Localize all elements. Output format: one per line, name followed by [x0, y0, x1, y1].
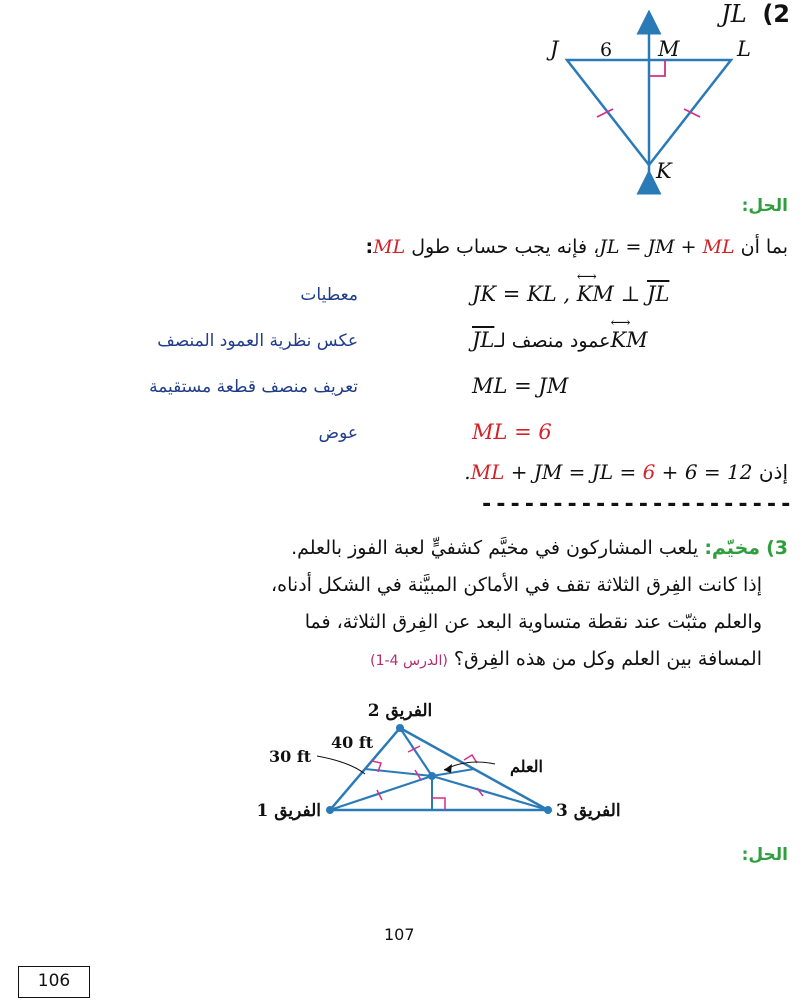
intro-target: ML: [373, 236, 406, 258]
solution3-heading: الحل:: [741, 845, 788, 865]
page-number-center: 107: [384, 925, 415, 944]
intro-prefix: بما أن: [740, 236, 788, 258]
point-k: K: [656, 159, 672, 183]
point-j: J: [550, 37, 559, 61]
separator-line: ----------------------: [480, 492, 794, 517]
step4-reason: عوض: [318, 423, 358, 443]
solution2-intro: [366, 236, 788, 258]
problem3-number: 3): [766, 537, 788, 559]
team2-point: [396, 724, 404, 732]
lesson-reference: (الدرس 4-1): [370, 653, 448, 669]
problem2-number: (2: [762, 0, 790, 28]
team1-label: الفريق 1: [256, 801, 321, 821]
problem2-label: JL: [721, 0, 747, 28]
step3-reason: تعريف منصف قطعة مستقيمة: [149, 377, 358, 397]
intro-eq: JL = JM +: [599, 236, 703, 258]
solution2-heading: الحل:: [741, 196, 788, 216]
segment-jm-length: 6: [600, 39, 613, 61]
team3-point: [544, 806, 552, 814]
pointer-30ft: [317, 756, 365, 774]
perp-to-right-side: [432, 769, 474, 776]
teams-triangle-figure: [255, 690, 655, 840]
team3-label: الفريق 3: [556, 801, 621, 821]
problem3-title: مخيّم:: [704, 537, 761, 559]
step2-reason: عكس نظرية العمود المنصف: [157, 331, 358, 351]
perp-to-left-side: [365, 769, 432, 776]
right-angle-mark: [649, 60, 665, 76]
page-number-box: 106: [18, 966, 90, 998]
line-team3-flag: [432, 776, 548, 810]
tick-1: [408, 746, 420, 752]
flag-label: العلم: [510, 757, 543, 776]
point-m: M: [658, 37, 680, 61]
step3-statement: ML = JM: [472, 374, 569, 398]
problem3-text: 3) مخيّم: يلعب المشاركون في مخيَّم كشفيٍّ لعبة الفوز بالعلم. إذا كانت الفِرق الثلاثة تقف في الأماكن المبيَّنة في الشكل أدناه، والعلم مثبّت عند نقطة متساوية البعد عن الفِرق الثلاثة، فما المسافة بين العلم وكل من هذه الفِرق؟ (الدرس 4-1): [271, 537, 788, 670]
intro-eq-ml: ML: [702, 236, 735, 258]
step1-statement: JK = KL , ⟷ KM ⊥ $\overline{JL}$: [472, 269, 670, 306]
step2-statement: $\overline{JL}عمود$ منصف لـ ⟷ KM: [472, 315, 648, 352]
right-angle-base: [432, 798, 445, 810]
team1-point: [326, 806, 334, 814]
length-40ft: 40 ft: [331, 733, 374, 752]
point-l: L: [737, 37, 751, 61]
intro-mid: ، فإنه يجب حساب طول: [411, 236, 600, 258]
step1-reason: معطيات: [300, 285, 358, 305]
perpendicular-bisector-figure: [530, 10, 780, 200]
flag-point: [428, 772, 436, 780]
team2-label: الفريق 2: [367, 701, 433, 721]
length-30ft: 30 ft: [269, 747, 312, 766]
step4-statement: ML = 6: [472, 420, 552, 444]
intro-colon: :: [365, 236, 374, 258]
solution2-conclusion: إذن 12 = 6 + 6 = ML + JM = JL.: [464, 460, 788, 484]
line-team2-flag: [400, 728, 432, 776]
